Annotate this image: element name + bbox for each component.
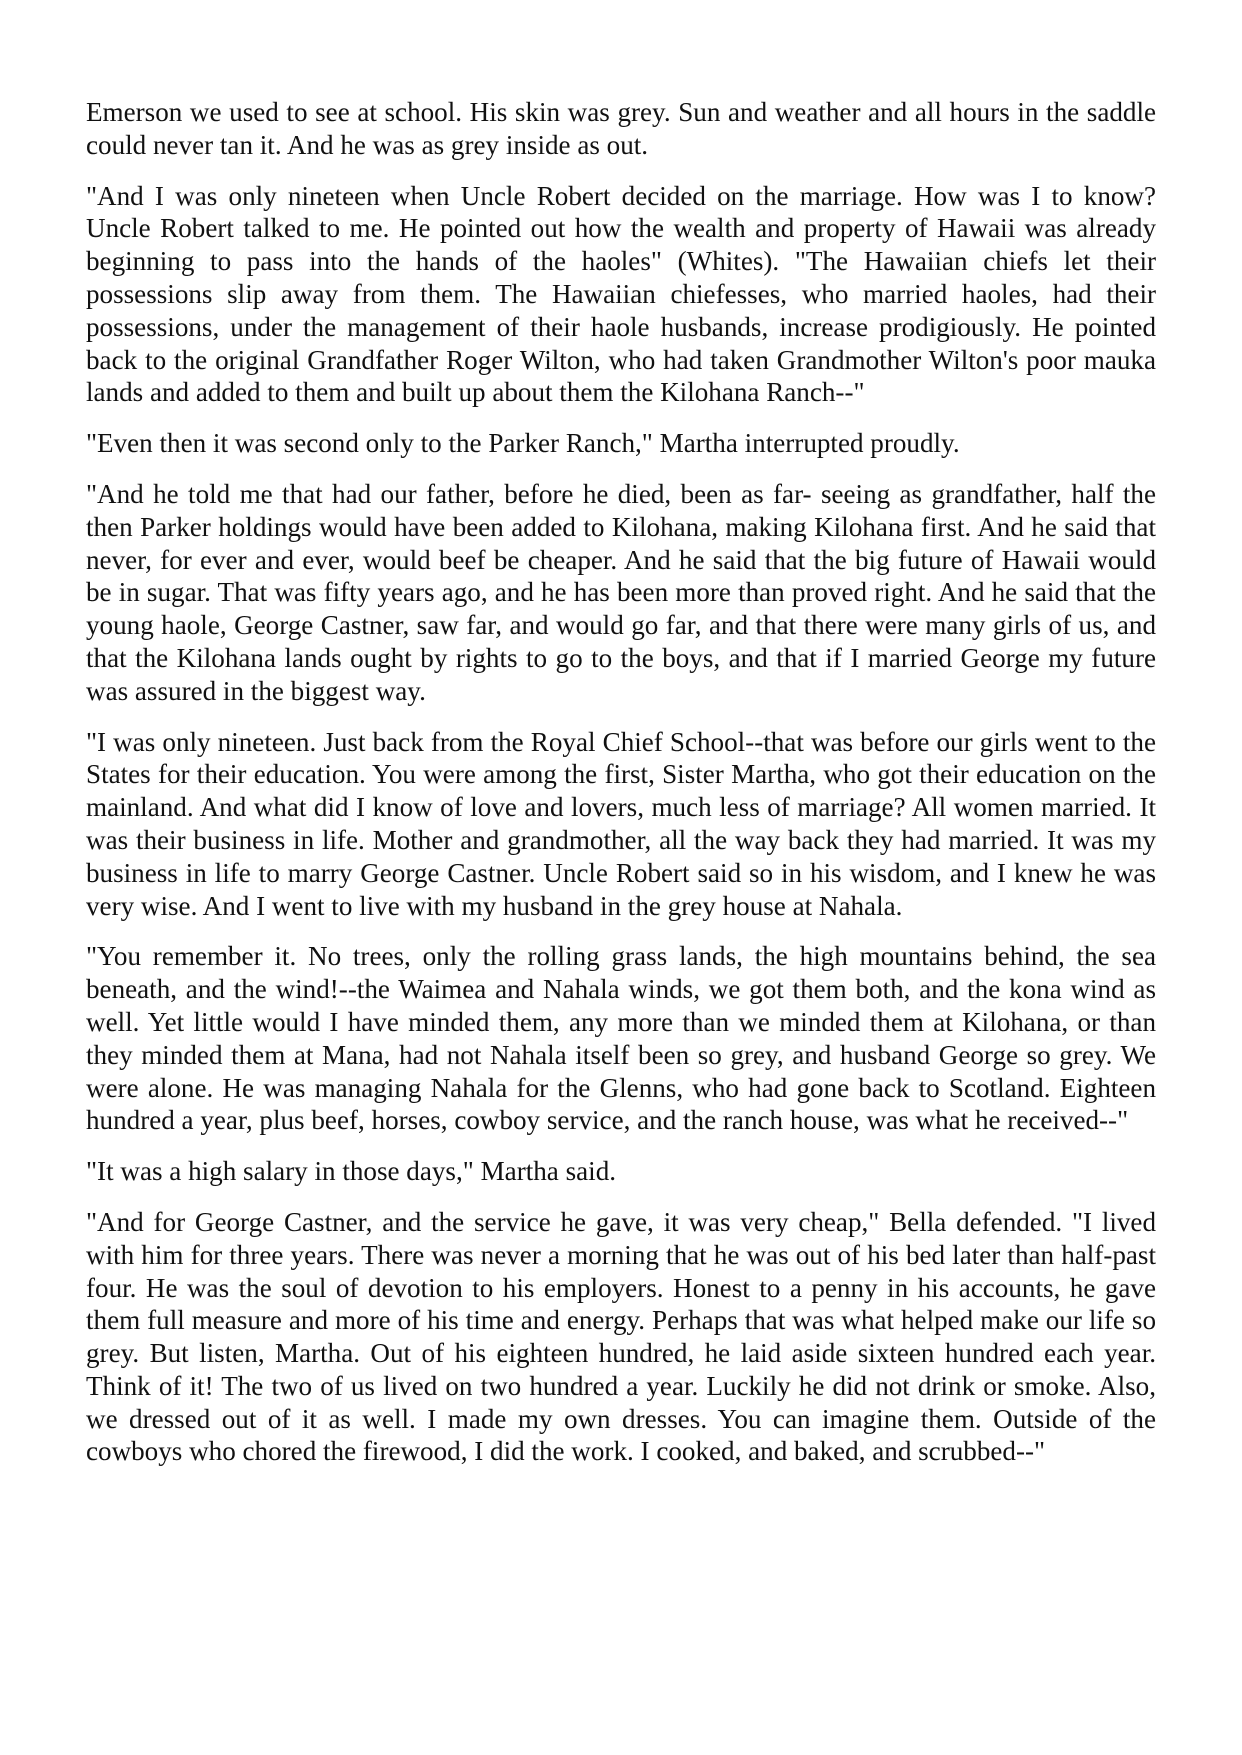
paragraph-8: "And for George Castner, and the service he gave, it was very cheap," Bella defended. "I lived with him for three years. There was never a morning that he was out of his bed later than half-past four. He was the soul of devotion to his employers. Honest to a penny in his accounts, he gave them full measure and more of his time and energy. Perhaps that was what helped make our life so grey. But listen, Martha. Out of his eighteen hundred, he laid aside sixteen hundred each year. Think of it! The two of us lived on two hundred a year. Luckily he did not drink or smoke. Also, we dressed out of it as well. I made my own dresses. You can imagine them. Outside of the cowboys who chored the firewood, I did the work. I cooked, and baked, and scrubbed--" — [86, 1206, 1156, 1467]
paragraph-5: "I was only nineteen. Just back from the Royal Chief School--that was before our girls went to the States for their education. You were among the first, Sister Martha, who got their education on the mainland. And what did I know of love and lovers, much less of marriage? All women married. It was their business in life. Mother and grandmother, all the way back they had married. It was my business in life to marry George Castner. Uncle Robert said so in his wisdom, and I knew he was very wise. And I went to live with my husband in the grey house at Nahala. — [86, 726, 1156, 921]
paragraph-3: "Even then it was second only to the Parker Ranch," Martha interrupted proudly. — [86, 428, 960, 459]
paragraph-2: "And I was only nineteen when Uncle Robert decided on the marriage. How was I to know? Uncle Robert talked to me. He pointed out how the wealth and property of Hawaii was already beginning to pass into the hands of the haoles" (Whites). "The Hawaiian chiefs let their possessions slip away from them. The Hawaiian chiefesses, who married haoles, had their possessions, under the management of their haole husbands, increase prodigiously. He pointed back to the original Grandfather Roger Wilton, who had taken Grandmother Wilton's poor mauka lands and added to them and built up about them the Kilohana Ranch--" — [86, 180, 1156, 408]
paragraph-6: "You remember it. No trees, only the rolling grass lands, the high mountains behind, the sea beneath, and the wind!--the Waimea and Nahala winds, we got them both, and the kona wind as well. Yet little would I have minded them, any more than we minded them at Kilohana, or than they minded them at Mana, had not Nahala itself been so grey, and husband George so grey. We were alone. He was managing Nahala for the Glenns, who had gone back to Scotland. Eighteen hundred a year, plus beef, horses, cowboy service, and the ranch house, was what he received--" — [86, 941, 1156, 1136]
paragraph-1: Emerson we used to see at school. His skin was grey. Sun and weather and all hours in the saddle could never tan it. And he was as grey inside as out. — [86, 97, 1156, 160]
paragraph-4: "And he told me that had our father, before he died, been as far- seeing as grandfather, half the then Parker holdings would have been added to Kilohana, making Kilohana first. And he said that never, for ever and ever, would beef be cheaper. And he said that the big future of Hawaii would be in sugar. That was fifty years ago, and he has been more than proved right. And he said that the young haole, George Castner, saw far, and would go far, and that there were many girls of us, and that the Kilohana lands ought by rights to go to the boys, and that if I married George my future was assured in the biggest way. — [86, 478, 1156, 706]
paragraph-7: "It was a high salary in those days," Martha said. — [86, 1156, 617, 1187]
